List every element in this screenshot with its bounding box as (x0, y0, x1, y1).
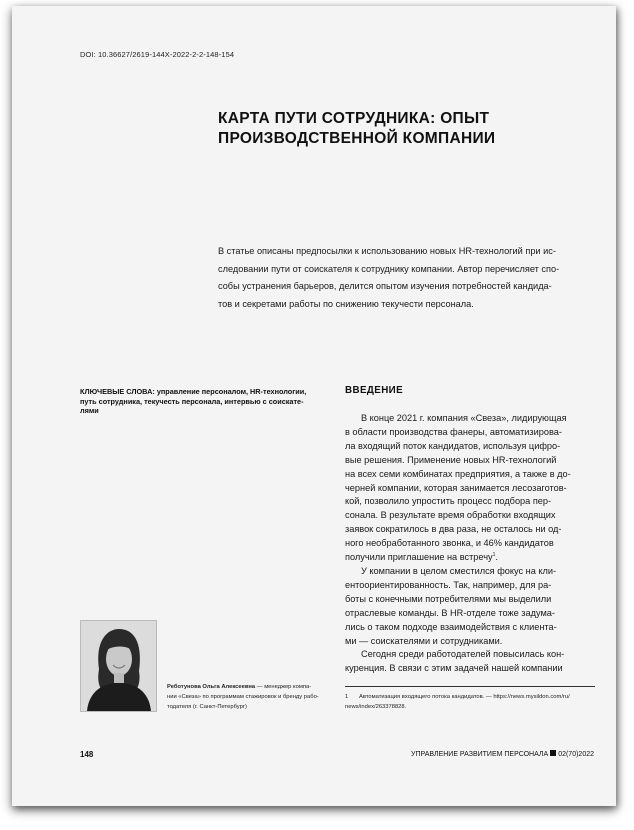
abstract-line: собы устранения барьеров, делится опытом изучения потребностей кандида- (218, 281, 552, 291)
journal-footer (411, 750, 594, 758)
journal-name: УПРАВЛЕНИЕ РАЗВИТИЕМ ПЕРСОНАЛА (411, 751, 549, 758)
body-line: получили приглашение на встречу$^1$. (345, 552, 498, 563)
journal-page (12, 6, 616, 806)
body-line: отраслевые команды. В HR-отделе тоже задума- (345, 607, 555, 618)
body-line: лись о таком подходе взаимодействия с клиента- (345, 621, 557, 632)
section-heading: ВВЕДЕНИЕ (345, 385, 404, 396)
body-line: кой, позволило упростить процесс подбора пер- (345, 496, 552, 507)
footnote-line (345, 692, 600, 702)
article-title (218, 109, 588, 149)
body-line: в области производства фанеры, автоматизирова- (345, 426, 562, 437)
body-line: черней компании, которая занимается лесозаготов- (345, 482, 567, 493)
body-line: ми — соискателями и сотрудниками. (345, 635, 503, 646)
author-line: нии «Свеза» по программам стажировок и бренду рабо- (167, 694, 319, 700)
body-line: сонала. В результате время обработки входящих (345, 510, 556, 521)
author-portrait-image (81, 621, 156, 711)
footnote (345, 692, 600, 712)
doi-line: DOI: 10.36627/2619-144X-2022-2-2-148-154 (80, 50, 235, 59)
author-name: Реботунова Ольга Алексеевна (167, 684, 256, 690)
keywords-line: КЛЮЧЕВЫЕ СЛОВА: управление персоналом, HR-технологии, (80, 387, 307, 396)
keywords-line: путь сотрудника, текучесть персонала, интервью с соискате- (80, 396, 304, 406)
author-line (167, 682, 327, 692)
journal-issue: 02(70)2022 (558, 751, 594, 758)
body-line: ла входящий поток кандидатов, используя цифро- (345, 440, 561, 451)
author-photo (80, 620, 157, 712)
abstract-line: следовании пути от соискателя к сотруднику компании. Автор перечисляет спо- (218, 263, 560, 274)
body-line: ентоориентированность. Так, например, для ра- (345, 579, 552, 590)
title-line: ПРОИЗВОДСТВЕННОЙ КОМПАНИИ (218, 130, 496, 147)
footnote-text: Автоматизация входящего потока кандидатов. — https://news.mysildon.com/ru/ (359, 694, 570, 700)
author-info (167, 682, 327, 712)
body-line: ного необработанного звонка, и 46% кандидатов (345, 538, 554, 549)
body-line: на всех семи комбинатах предприятия, а также в до- (345, 468, 571, 479)
author-desc: — менеджер компа- (256, 684, 312, 690)
footnote-divider (345, 686, 595, 687)
footnote-number: 1 (345, 694, 349, 700)
keywords (80, 387, 320, 416)
body-line: У компании в целом сместился фокус на кли- (361, 565, 557, 576)
body-text (345, 412, 595, 676)
body-line: заявок сократилось в два раза, не осталось ни од- (345, 524, 562, 535)
body-line: куренция. В связи с этим задачей нашей компании (345, 663, 563, 674)
footnote-ref: 1 (492, 552, 496, 558)
keywords-line: лями (80, 406, 99, 416)
abstract-line: тов и секретами работы по снижению текучести персонала. (218, 298, 474, 309)
author-line: тодателя (г. Санкт-Петербург) (167, 704, 247, 710)
title-line: КАРТА ПУТИ СОТРУДНИКА: ОПЫТ (218, 110, 490, 127)
body-line: В конце 2021 г. компания «Свеза», лидирующая (361, 413, 567, 423)
page-number: 148 (80, 750, 94, 759)
abstract-line: В статье описаны предпосылки к использованию новых HR-технологий при ис- (218, 246, 556, 256)
body-line: Сегодня среди работодателей повысилась кон- (361, 649, 565, 660)
body-line: вые решения. Применение новых HR-технологий (345, 454, 557, 465)
footnote-line: news/index/263378828. (345, 704, 407, 710)
square-separator-icon (550, 750, 556, 756)
body-line: боты с конечными потребителями мы выделили (345, 593, 552, 604)
abstract (218, 243, 593, 313)
body-line-text: получили приглашение на встречу (345, 552, 493, 563)
